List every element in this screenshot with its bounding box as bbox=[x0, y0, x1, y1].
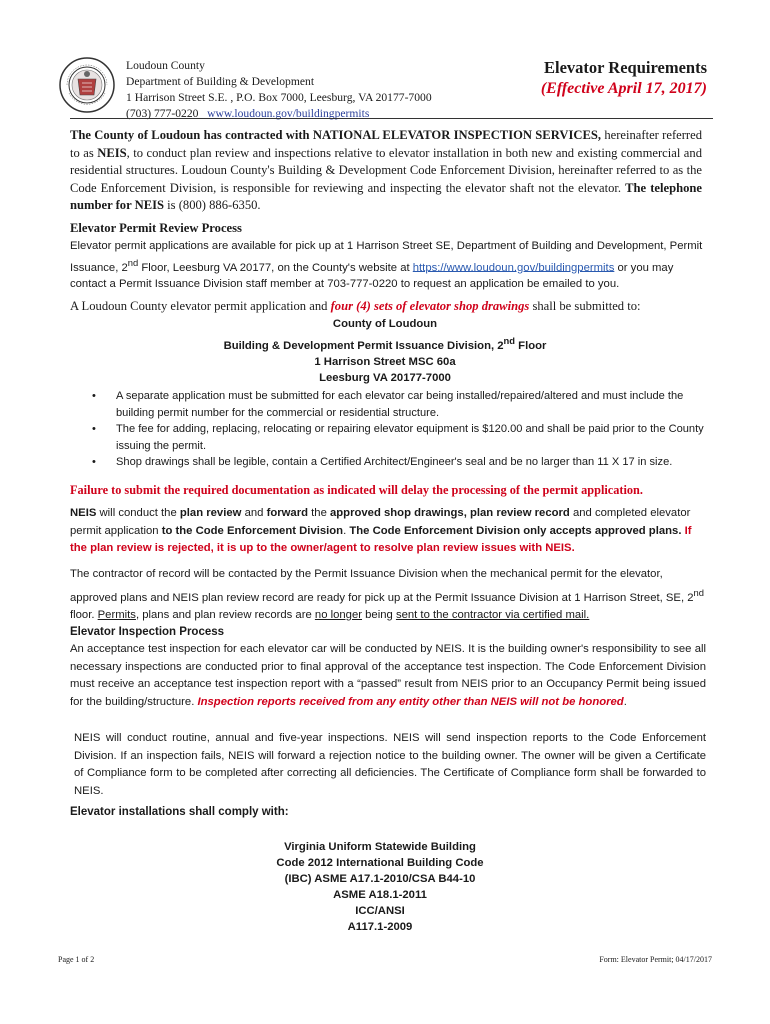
effective-date: (Effective April 17, 2017) bbox=[540, 80, 707, 97]
permit-paragraph bbox=[70, 238, 710, 292]
department-name: Department of Building & Development bbox=[126, 75, 315, 88]
page-title: Elevator Requirements bbox=[544, 58, 707, 77]
address-street: 1 Harrison Street MSC 60a bbox=[314, 355, 456, 368]
contractor-sup: nd bbox=[693, 586, 704, 598]
page-number: Page 1 of 2 bbox=[58, 955, 95, 964]
address-line: 1 Harrison Street S.E. , P.O. Box 7000, Leesburg, VA 20177-7000 bbox=[126, 91, 432, 104]
permit-heading: Elevator Permit Review Process bbox=[70, 221, 242, 235]
intro-phone: is (800) 886-6350. bbox=[164, 198, 261, 213]
permit-text-1: Elevator permit applications are available for pick up at 1 Harrison Street SE, Department of Building and Development, Permit Issuance, 2 bbox=[70, 240, 703, 274]
header-contact bbox=[126, 58, 432, 122]
intro-phone-label: The telephone number for NEIS bbox=[70, 180, 702, 213]
review-c: plan review bbox=[179, 507, 242, 519]
address-division bbox=[70, 333, 700, 354]
phone-web-line bbox=[126, 106, 432, 122]
comply-heading: Elevator installations shall comply with: bbox=[70, 806, 289, 818]
list-item-text: Shop drawings shall be legible, contain a Certified Architect/Engineer's seal and be no larger than 11 X 17 in size. bbox=[116, 456, 673, 468]
list-item bbox=[70, 421, 706, 454]
code-line: ICC/ANSI bbox=[355, 905, 405, 917]
address-division-floor: Floor bbox=[515, 339, 547, 352]
review-b: will conduct the bbox=[96, 507, 180, 519]
code-line: Virginia Uniform Statewide Building bbox=[284, 841, 476, 853]
review-d: and bbox=[241, 507, 267, 519]
bullet-icon: • bbox=[92, 390, 96, 402]
intro-text-2: , to conduct plan review and inspections relative to elevator installation in both new and existing commercial and residential structures. Loudoun County's Building & Development Code Enforcement Division, hereinafter referred to as the Code Enforcement Division, is responsible for reviewing and inspecting the elevator shaft not the elevator. bbox=[70, 145, 702, 195]
review-h: and completed elevator permit application bbox=[70, 507, 691, 537]
contractor-d: , plans and plan review records are bbox=[135, 608, 315, 621]
address-division-text: Building & Development Permit Issuance Division, 2 bbox=[223, 339, 504, 352]
org-name: Loudoun County bbox=[126, 59, 205, 72]
contractor-e: no longer bbox=[314, 608, 363, 621]
intro-neis: NEIS bbox=[97, 145, 127, 160]
contractor-f: being bbox=[362, 608, 396, 621]
intro-text-1: hereinafter referred to as bbox=[70, 128, 703, 160]
inspection-heading: Elevator Inspection Process bbox=[70, 626, 225, 638]
contractor-b: floor. bbox=[70, 608, 98, 621]
code-line: A117.1-2009 bbox=[347, 921, 413, 933]
code-line: (IBC) ASME A17.1-2010/CSA B44-10 bbox=[284, 873, 476, 885]
list-item-text: The fee for adding, replacing, relocating or repairing elevator equipment is $120.00 and shall be paid prior to the County issuing the permit. bbox=[116, 423, 704, 452]
website-link[interactable]: www.loudoun.gov/buildingpermits bbox=[207, 107, 370, 120]
list-item bbox=[70, 454, 706, 471]
permit-text-3: or you may contact a Permit Issuance Division staff member at 703-777-0220 to request an application be emailed to you. bbox=[70, 261, 674, 290]
submit-text-b: shall be submitted to: bbox=[529, 299, 641, 313]
submit-paragraph bbox=[70, 298, 710, 315]
intro-lead: The County of Loudoun has contracted with NATIONAL ELEVATOR INSPECTION SERVICES, bbox=[70, 128, 602, 142]
review-j: . bbox=[343, 524, 350, 537]
address-city: Leesburg VA 20177-7000 bbox=[319, 372, 451, 385]
bullet-icon: • bbox=[92, 456, 96, 468]
code-list bbox=[230, 839, 530, 935]
requirements-list bbox=[70, 388, 706, 471]
inspection-end: . bbox=[623, 695, 627, 708]
plan-review-paragraph bbox=[70, 505, 706, 558]
review-a: NEIS bbox=[70, 507, 97, 519]
warning-text: Failure to submit the required documentation as indicated will delay the processing of the permit application. bbox=[70, 483, 643, 497]
intro-paragraph bbox=[70, 127, 702, 215]
submit-text-a: A Loudoun County elevator permit application and bbox=[70, 299, 331, 313]
inspection-text: An acceptance test inspection for each elevator car will be conducted by NEIS. It is the building owner's responsibility to see all necessary inspections are conducted prior to final approval of the acceptance test inspection. The Code Enforcement Division must receive an acceptance test inspection report with a “passed” result from NEIS prior to an Occupancy Permit being issued for the building/structure. bbox=[70, 643, 706, 708]
submit-red-text: four (4) sets of elevator shop drawings bbox=[330, 299, 530, 313]
list-item-text: A separate application must be submitted for each elevator car being installed/repaired/altered and must include the building permit number for the commercial or residential structure. bbox=[116, 390, 684, 419]
address-county: County of Loudoun bbox=[332, 318, 438, 330]
county-seal-icon bbox=[58, 55, 116, 115]
review-g: approved shop drawings, plan review record bbox=[330, 507, 570, 519]
list-item bbox=[70, 388, 706, 421]
submission-address bbox=[70, 316, 700, 387]
contractor-c: Permits bbox=[97, 608, 136, 621]
header-divider bbox=[70, 118, 713, 119]
review-f: the bbox=[308, 507, 330, 519]
permit-sup: nd bbox=[127, 256, 139, 268]
address-division-sup: nd bbox=[503, 334, 516, 346]
review-k: The Code Enforcement Division only accepts approved plans. bbox=[349, 524, 682, 537]
code-line: ASME A18.1-2011 bbox=[333, 889, 427, 901]
header-title-block bbox=[541, 58, 707, 100]
contractor-g: sent to the contractor via certified mail. bbox=[395, 608, 590, 621]
phone-number: (703) 777-0220 bbox=[126, 107, 199, 120]
bullet-icon: • bbox=[92, 423, 96, 435]
contractor-a: The contractor of record will be contacted by the Permit Issuance Division when the mechanical permit for the elevator, approved plans and NEIS plan review record are ready for pick up at the Permit Issuance Division at 1 Harrison Street, SE, 2 bbox=[70, 568, 694, 604]
review-i: to the Code Enforcement Division bbox=[161, 524, 344, 537]
code-line: Code 2012 International Building Code bbox=[276, 857, 484, 869]
routine-inspection-paragraph: NEIS will conduct routine, annual and five-year inspections. NEIS will send inspection reports to the Code Enforcement Division. If an inspection fails, NEIS will forward a rejection notice to the building owner. The owner will be given a Certificate of Compliance form to be completed after correcting all deficiencies. The Certificate of Compliance form shall be forwarded to NEIS. bbox=[74, 732, 706, 797]
review-l: If the plan review is rejected, it is up to the owner/agent to resolve plan review issues with NEIS. bbox=[70, 524, 692, 554]
inspection-paragraph bbox=[70, 641, 706, 711]
inspection-red-text: Inspection reports received from any entity other than NEIS will not be honored bbox=[197, 695, 624, 708]
form-id: Form: Elevator Permit; 04/17/2017 bbox=[599, 955, 712, 964]
review-e: forward bbox=[266, 507, 309, 519]
contractor-paragraph bbox=[70, 566, 706, 624]
permit-text-2: Floor, Leesburg VA 20177, on the County's website at bbox=[138, 261, 413, 274]
permits-link[interactable]: https://www.loudoun.gov/buildingpermits bbox=[412, 261, 615, 274]
